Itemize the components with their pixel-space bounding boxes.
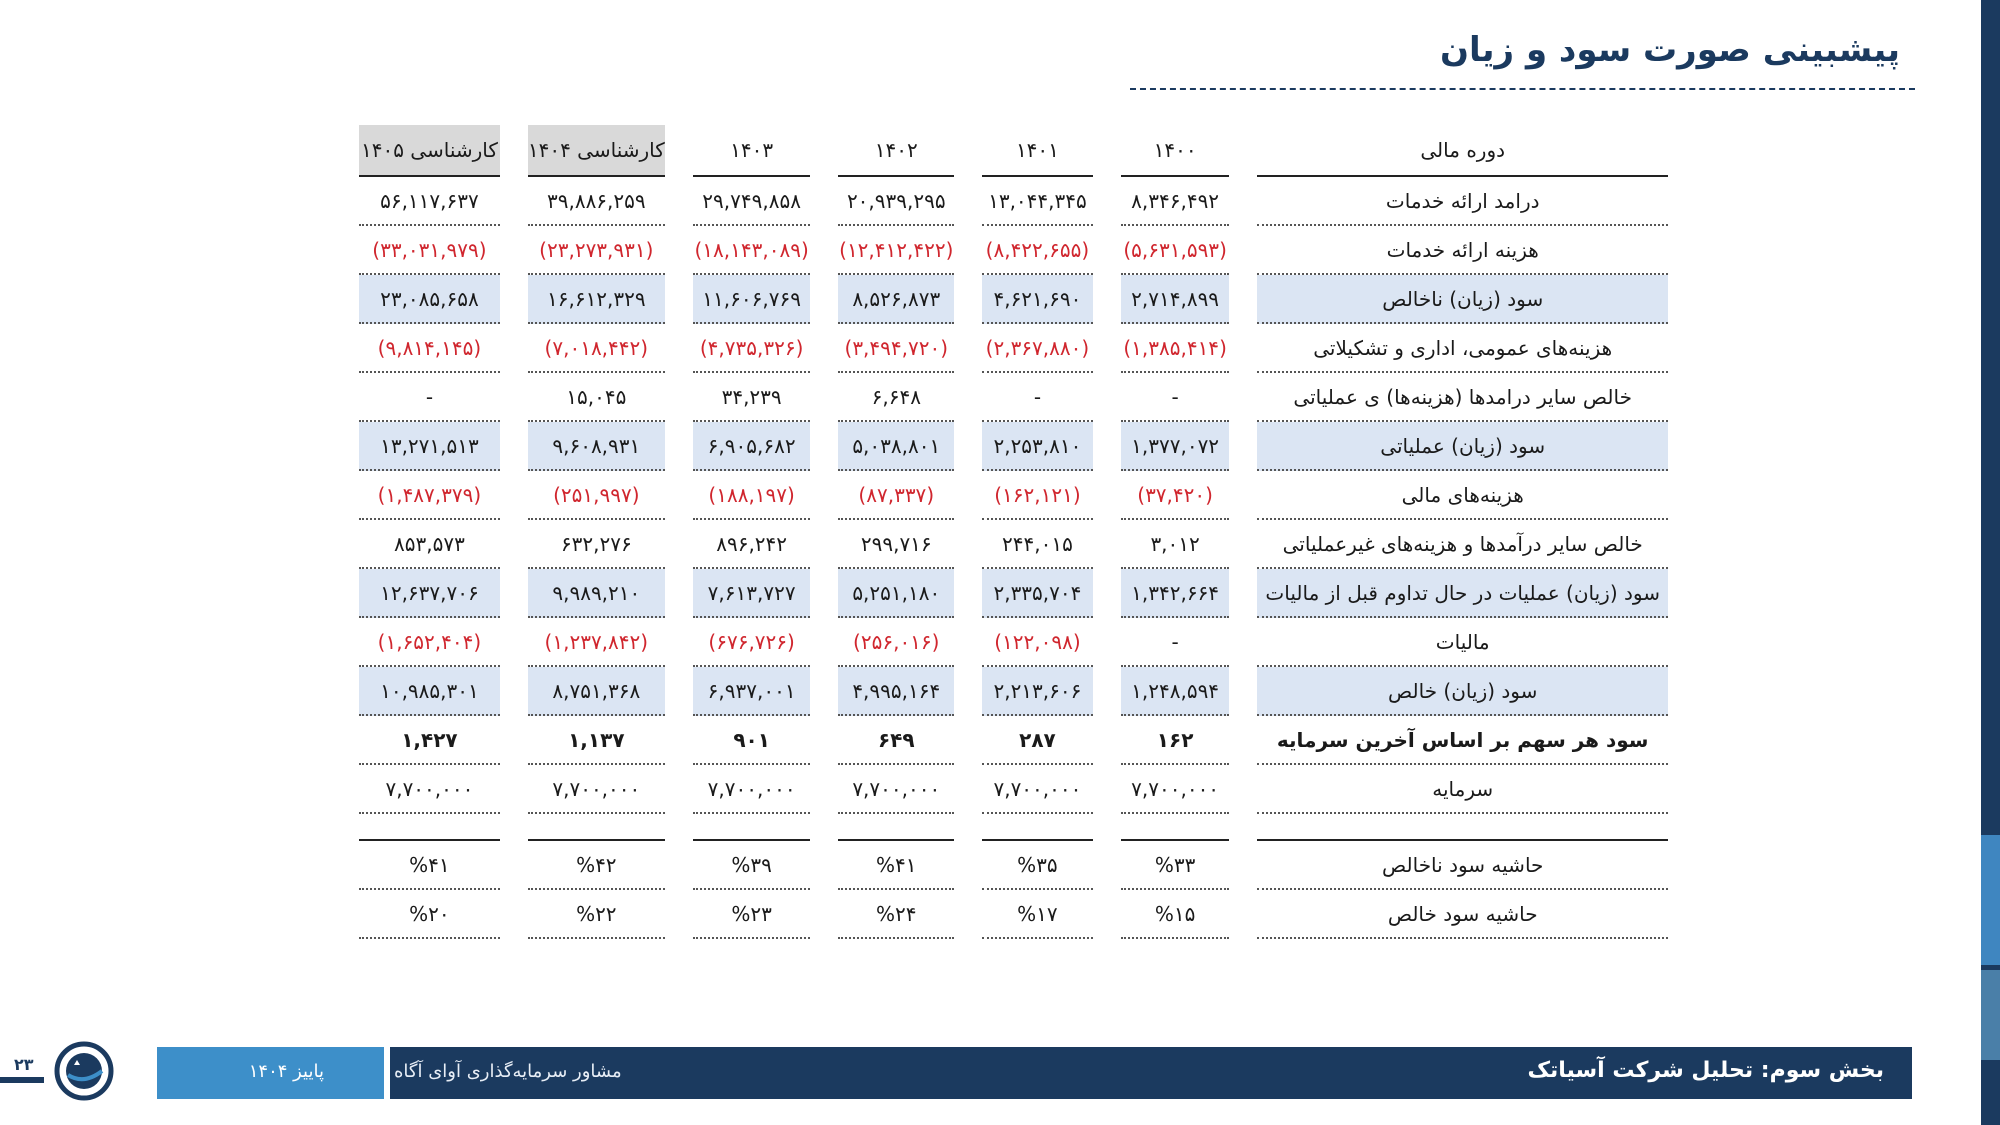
footer-season: پاییز ۱۴۰۴: [248, 1061, 324, 1082]
value-cell: ۷,۷۰۰,۰۰۰: [693, 765, 811, 814]
value-cell: (۱,۴۸۷,۳۷۹): [359, 471, 500, 520]
value-cell: (۱۲۲,۰۹۸): [982, 618, 1093, 667]
row-label: سود هر سهم بر اساس آخرین سرمایه: [1257, 716, 1668, 765]
row-label: مالیات: [1257, 618, 1668, 667]
value-cell: (۳۳,۰۳۱,۹۷۹): [359, 226, 500, 275]
value-cell: (۸۷,۳۳۷): [838, 471, 954, 520]
value-cell: (۲۵۶,۰۱۶): [838, 618, 954, 667]
value-cell: (۶۷۶,۷۲۶): [693, 618, 811, 667]
value-cell: (۱,۲۳۷,۸۴۲): [528, 618, 665, 667]
value-cell: ۴,۹۹۵,۱۶۴: [838, 667, 954, 716]
value-cell: ۱,۲۴۸,۵۹۴: [1121, 667, 1230, 716]
header-estimate-cell: کارشناسی ۱۴۰۵: [359, 125, 500, 177]
row-label: هزینه‌های عمومی، اداری و تشکیلاتی: [1257, 324, 1668, 373]
value-cell: ۲۰,۹۳۹,۲۹۵: [838, 177, 954, 226]
table-row: [359, 177, 1668, 226]
footer-bar: [390, 1047, 1912, 1099]
value-cell: ۷,۷۰۰,۰۰۰: [1121, 765, 1230, 814]
value-cell: ۶,۹۳۷,۰۰۱: [693, 667, 811, 716]
table-row: [359, 667, 1668, 716]
value-cell: ۲,۲۵۳,۸۱۰: [982, 422, 1093, 471]
row-label: سود (زیان) عملیاتی: [1257, 422, 1668, 471]
right-accent-segment: [1981, 970, 2000, 1060]
income-statement-table: [331, 125, 1696, 939]
value-cell: ۹,۹۸۹,۲۱۰: [528, 569, 665, 618]
value-cell: (۱۶۲,۱۲۱): [982, 471, 1093, 520]
right-accent-bar: [1981, 0, 2000, 1125]
value-cell: %۴۱: [359, 839, 500, 890]
value-cell: ۱۲,۶۳۷,۷۰۶: [359, 569, 500, 618]
value-cell: ۲۸۷: [982, 716, 1093, 765]
row-label: خالص سایر درآمدها و هزینه‌های غیرعملیاتی: [1257, 520, 1668, 569]
value-cell: ۲۹,۷۴۹,۸۵۸: [693, 177, 811, 226]
value-cell: ۵۶,۱۱۷,۶۳۷: [359, 177, 500, 226]
footer-season-box: [157, 1047, 384, 1099]
row-label: سود (زیان) خالص: [1257, 667, 1668, 716]
header-label-cell: دوره مالی: [1257, 125, 1668, 177]
spacer-cell: [359, 814, 500, 839]
value-cell: ۱۵,۰۴۵: [528, 373, 665, 422]
value-cell: ۸,۵۲۶,۸۷۳: [838, 275, 954, 324]
value-cell: ۴,۶۲۱,۶۹۰: [982, 275, 1093, 324]
footer-advisor: مشاور سرمایه‌گذاری آوای آگاه: [394, 1061, 622, 1082]
value-cell: ۶,۹۰۵,۶۸۲: [693, 422, 811, 471]
value-cell: ۹۰۱: [693, 716, 811, 765]
value-cell: ۱,۳۷۷,۰۷۲: [1121, 422, 1230, 471]
income-statement-table-wrap: [331, 125, 1668, 939]
header-estimate-cell: کارشناسی ۱۴۰۴: [528, 125, 665, 177]
value-cell: ۲۳,۰۸۵,۶۵۸: [359, 275, 500, 324]
spacer-cell: [528, 814, 665, 839]
row-label: سرمایه: [1257, 765, 1668, 814]
value-cell: (۲۵۱,۹۹۷): [528, 471, 665, 520]
spacer-cell: [982, 814, 1093, 839]
value-cell: ۷,۷۰۰,۰۰۰: [982, 765, 1093, 814]
value-cell: ۱,۳۴۲,۶۶۴: [1121, 569, 1230, 618]
title-divider: [1130, 88, 1915, 90]
value-cell: ۱۰,۹۸۵,۳۰۱: [359, 667, 500, 716]
value-cell: ۵,۲۵۱,۱۸۰: [838, 569, 954, 618]
table-row: [359, 890, 1668, 939]
value-cell: (۸,۴۲۲,۶۵۵): [982, 226, 1093, 275]
table-row: [359, 226, 1668, 275]
value-cell: ۶۴۹: [838, 716, 954, 765]
row-label: حاشیه سود ناخالص: [1257, 839, 1668, 890]
value-cell: ۲,۲۱۳,۶۰۶: [982, 667, 1093, 716]
value-cell: ۱۱,۶۰۶,۷۶۹: [693, 275, 811, 324]
header-year-cell: ۱۴۰۲: [838, 125, 954, 177]
value-cell: %۱۷: [982, 890, 1093, 939]
table-spacer: [359, 814, 1668, 839]
company-logo-icon: [54, 1041, 114, 1101]
value-cell: ۸۵۳,۵۷۳: [359, 520, 500, 569]
value-cell: (۹,۸۱۴,۱۴۵): [359, 324, 500, 373]
value-cell: -: [1121, 373, 1230, 422]
value-cell: ۸,۳۴۶,۴۹۲: [1121, 177, 1230, 226]
value-cell: ۶,۶۴۸: [838, 373, 954, 422]
header-year-cell: ۱۴۰۰: [1121, 125, 1230, 177]
row-label: حاشیه سود خالص: [1257, 890, 1668, 939]
value-cell: (۲۳,۲۷۳,۹۳۱): [528, 226, 665, 275]
row-label: هزینه ارائه خدمات: [1257, 226, 1668, 275]
value-cell: ۱۶۲: [1121, 716, 1230, 765]
value-cell: (۱,۶۵۲,۴۰۴): [359, 618, 500, 667]
value-cell: ۳۹,۸۸۶,۲۵۹: [528, 177, 665, 226]
value-cell: (۴,۷۳۵,۳۲۶): [693, 324, 811, 373]
value-cell: ۷,۶۱۳,۷۲۷: [693, 569, 811, 618]
page-number-rule: [0, 1077, 44, 1083]
table-row: [359, 275, 1668, 324]
value-cell: ۷,۷۰۰,۰۰۰: [838, 765, 954, 814]
value-cell: -: [982, 373, 1093, 422]
value-cell: -: [1121, 618, 1230, 667]
table-row: [359, 520, 1668, 569]
value-cell: ۲,۳۳۵,۷۰۴: [982, 569, 1093, 618]
table-row: [359, 373, 1668, 422]
value-cell: ۱۳,۰۴۴,۳۴۵: [982, 177, 1093, 226]
row-label: درامد ارائه خدمات: [1257, 177, 1668, 226]
value-cell: ۹,۶۰۸,۹۳۱: [528, 422, 665, 471]
value-cell: %۳۵: [982, 839, 1093, 890]
value-cell: (۳۷,۴۲۰): [1121, 471, 1230, 520]
table-row: [359, 716, 1668, 765]
value-cell: ۷,۷۰۰,۰۰۰: [359, 765, 500, 814]
row-label: هزینه‌های مالی: [1257, 471, 1668, 520]
value-cell: ۸۹۶,۲۴۲: [693, 520, 811, 569]
row-label: خالص سایر درامدها (هزینه‌ها) ی عملیاتی: [1257, 373, 1668, 422]
value-cell: ۲۴۴,۰۱۵: [982, 520, 1093, 569]
value-cell: %۲۳: [693, 890, 811, 939]
value-cell: ۱,۴۲۷: [359, 716, 500, 765]
spacer-cell: [693, 814, 811, 839]
table-row: [359, 422, 1668, 471]
value-cell: %۴۱: [838, 839, 954, 890]
table-row: [359, 839, 1668, 890]
value-cell: %۳۳: [1121, 839, 1230, 890]
value-cell: ۲,۷۱۴,۸۹۹: [1121, 275, 1230, 324]
right-accent-segment: [1981, 835, 2000, 965]
value-cell: ۱۶,۶۱۲,۳۲۹: [528, 275, 665, 324]
spacer-cell: [1257, 814, 1668, 839]
value-cell: %۳۹: [693, 839, 811, 890]
value-cell: (۲,۳۶۷,۸۸۰): [982, 324, 1093, 373]
value-cell: %۴۲: [528, 839, 665, 890]
value-cell: ۳۴,۲۳۹: [693, 373, 811, 422]
page-number: ۲۳: [14, 1055, 34, 1074]
value-cell: %۲۲: [528, 890, 665, 939]
table-row: [359, 569, 1668, 618]
row-label: سود (زیان) ناخالص: [1257, 275, 1668, 324]
spacer-cell: [838, 814, 954, 839]
table-row: [359, 618, 1668, 667]
value-cell: (۳,۴۹۴,۷۲۰): [838, 324, 954, 373]
value-cell: (۷,۰۱۸,۴۴۲): [528, 324, 665, 373]
value-cell: %۱۵: [1121, 890, 1230, 939]
table-row: [359, 471, 1668, 520]
table-row: [359, 765, 1668, 814]
value-cell: (۱۸,۱۴۳,۰۸۹): [693, 226, 811, 275]
header-year-cell: ۱۴۰۳: [693, 125, 811, 177]
row-label: سود (زیان) عملیات در حال تداوم قبل از مالیات: [1257, 569, 1668, 618]
value-cell: ۱,۱۳۷: [528, 716, 665, 765]
value-cell: (۱۲,۴۱۲,۴۲۲): [838, 226, 954, 275]
value-cell: ۵,۰۳۸,۸۰۱: [838, 422, 954, 471]
value-cell: (۱,۳۸۵,۴۱۴): [1121, 324, 1230, 373]
value-cell: (۵,۶۳۱,۵۹۳): [1121, 226, 1230, 275]
value-cell: ۸,۷۵۱,۳۶۸: [528, 667, 665, 716]
value-cell: ۷,۷۰۰,۰۰۰: [528, 765, 665, 814]
value-cell: %۲۴: [838, 890, 954, 939]
value-cell: (۱۸۸,۱۹۷): [693, 471, 811, 520]
table-header-row: [359, 125, 1668, 177]
value-cell: ۲۹۹,۷۱۶: [838, 520, 954, 569]
footer-section-title: بخش سوم: تحلیل شرکت آسیاتک: [1527, 1058, 1884, 1083]
header-year-cell: ۱۴۰۱: [982, 125, 1093, 177]
table-row: [359, 324, 1668, 373]
value-cell: -: [359, 373, 500, 422]
page-title: پیشبینی صورت سود و زیان: [1440, 30, 1900, 70]
value-cell: ۶۳۲,۲۷۶: [528, 520, 665, 569]
spacer-cell: [1121, 814, 1230, 839]
value-cell: ۳,۰۱۲: [1121, 520, 1230, 569]
value-cell: %۲۰: [359, 890, 500, 939]
value-cell: ۱۳,۲۷۱,۵۱۳: [359, 422, 500, 471]
